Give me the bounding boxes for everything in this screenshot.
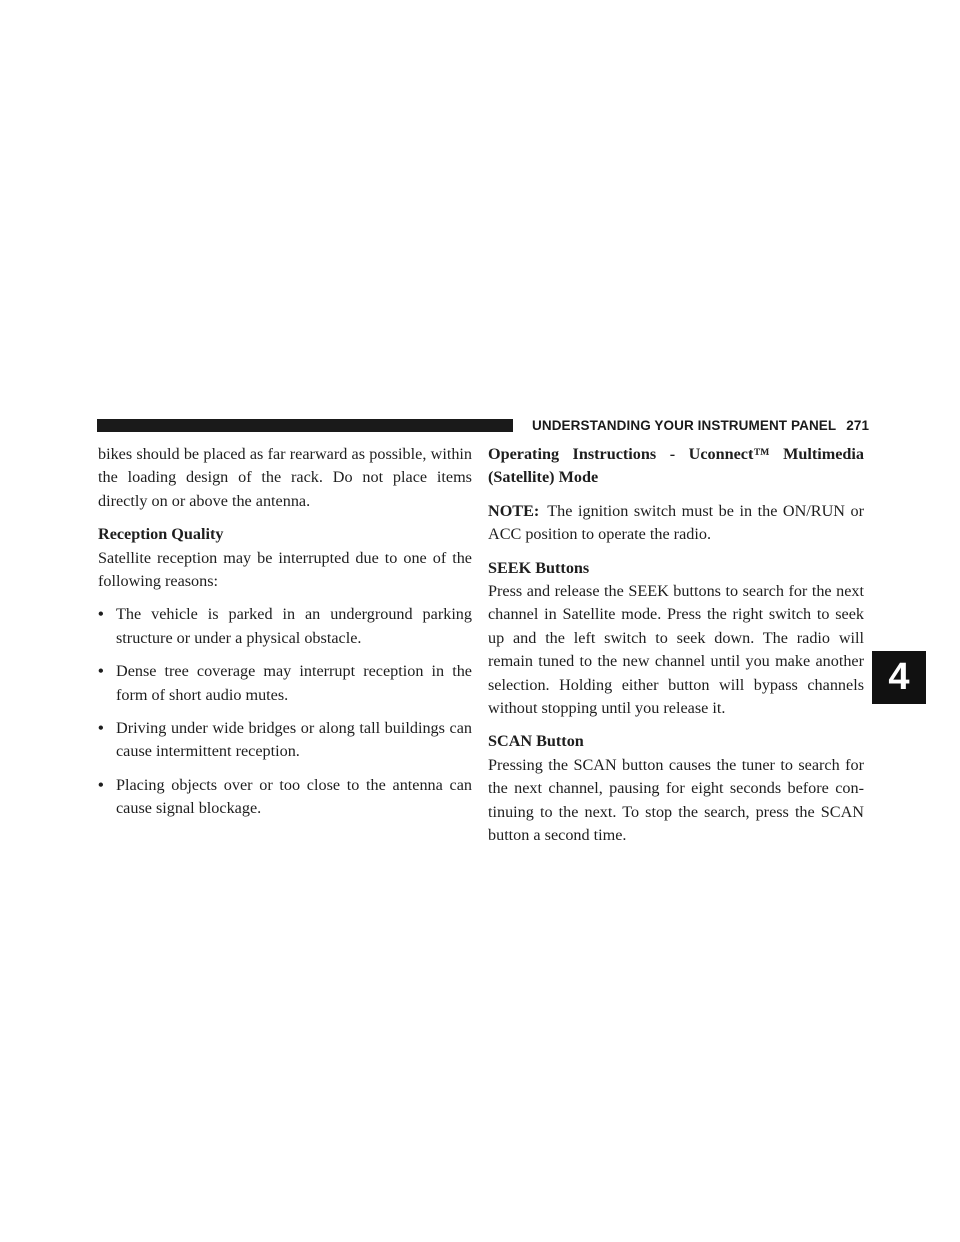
- list-item: [98, 774, 472, 821]
- list-item-text: The vehicle is parked in an underground parking structure or under a physical obstacle.: [116, 605, 472, 647]
- note-paragraph: [488, 500, 864, 547]
- section-heading: Operating Instructions - Uconnect™ Multimedia (Satellite) Mode: [488, 445, 864, 487]
- running-header: [532, 416, 872, 436]
- intro-paragraph: bikes should be placed as far rearward as possible, within the loading design of the rack. Do not place items directly on or above the antenna.: [98, 445, 472, 510]
- scan-paragraph: Pressing the SCAN button causes the tuner to search for the next channel, pausing for eight seconds before con-tinuing to the next. To stop the search, press the SCAN button a second time.: [488, 755, 864, 845]
- list-item: [98, 717, 472, 764]
- reception-paragraph: Satellite reception may be interrupted due to one of the following reasons:: [98, 548, 472, 591]
- reception-heading: Reception Quality: [98, 525, 224, 544]
- bullet-icon: •: [98, 662, 104, 681]
- seek-heading: SEEK Buttons: [488, 558, 590, 577]
- header-rule: [97, 419, 513, 432]
- reception-reasons-list: [98, 603, 472, 820]
- bullet-icon: •: [98, 719, 104, 738]
- section-title: UNDERSTANDING YOUR INSTRUMENT PANEL: [532, 418, 837, 433]
- list-item: [98, 660, 472, 707]
- list-item: [98, 603, 472, 650]
- page-number: 271: [846, 418, 870, 433]
- bullet-icon: •: [98, 775, 104, 794]
- list-item-text: Placing objects over or too close to the antenna can cause signal blockage.: [116, 775, 472, 818]
- list-item-text: Dense tree coverage may interrupt reception in the form of short audio mutes.: [116, 662, 472, 704]
- chapter-tab: 4: [872, 651, 926, 704]
- seek-paragraph: Press and release the SEEK buttons to search for the next channel in Satellite mode. Press the right switch to seek up and the left switch to seek down. The radio will remain tuned to the new channel until you make another selection. Holding either button will bypass channels without stopping until you release it.: [488, 582, 864, 718]
- right-column: [488, 443, 864, 848]
- left-column: [98, 443, 472, 831]
- note-text: The ignition switch must be in the ON/RUN or ACC position to operate the radio.: [488, 501, 864, 544]
- scan-heading: SCAN Button: [488, 732, 584, 751]
- note-label: NOTE:: [488, 501, 540, 520]
- list-item-text: Driving under wide bridges or along tall buildings can cause intermittent reception.: [116, 719, 472, 761]
- bullet-icon: •: [98, 605, 104, 624]
